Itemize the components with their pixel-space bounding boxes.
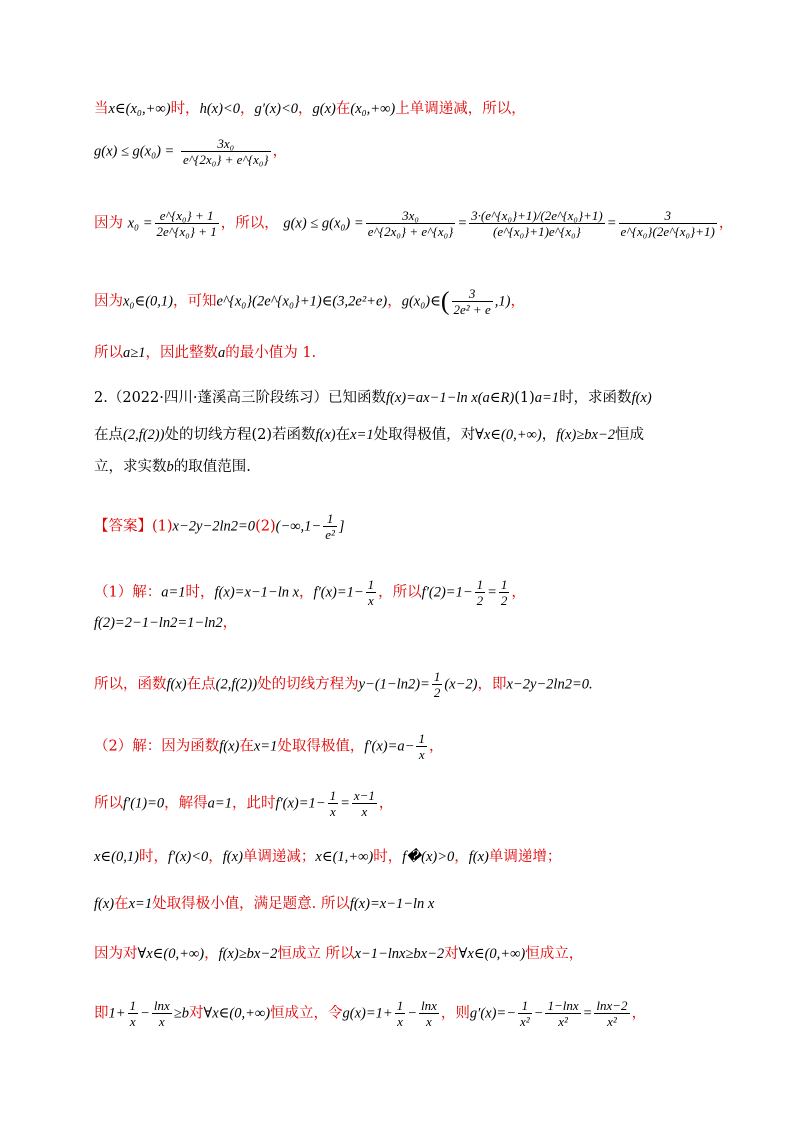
text: . [588,676,593,693]
text: ， [222,615,238,631]
fraction: $\frac{3}{\text{e\textasciicircum{}\{x₀\}(2e\textasciicircum{}\{x₀\}+1)}}$ [620,208,715,239]
math: x−2y−2ln2=0 [506,676,589,693]
math: x∈(1,+∞) [315,849,374,865]
text: 处的切线方程(2)若函数 [164,427,316,443]
math: − [140,1005,150,1022]
text: ， [510,293,525,310]
answer-line [94,511,740,542]
text: ， [204,946,219,962]
solution-line-3 [94,208,740,239]
solution-1-line-2 [94,612,740,634]
solution-2-line-2 [94,788,740,819]
math: f′(2)=1− [421,584,473,601]
text: 即 [94,1005,109,1022]
math: g(x₀)∈ [401,293,441,310]
fraction: $\frac{1}{x}$ [129,998,137,1029]
text: 恒成 [615,427,645,443]
fraction: $\frac{1}{x}$ [329,788,337,819]
text: 所以 [94,345,123,361]
fraction: $\frac{\text{3x₀}}{\text{e\textasciicircum{}\{2x₀\} + e\textasciicircum{}\{x₀\}}}$ [367,208,454,239]
math: e^{x₀}(2e^{x₀}+1)∈(3,2e²+e) [216,293,388,310]
solution-line-1 [94,98,740,120]
math: ∀x∈(0,+∞) [203,1005,271,1022]
answer-index: (2) [255,518,276,535]
equals: = [606,215,617,232]
math: x=1 [128,896,153,912]
math: a=1 [207,795,232,812]
text: ， [718,215,734,232]
text: ，解得 [164,795,208,812]
fraction: $\frac{1-\ln x}{\text{x²}}$ [547,998,579,1029]
text: 时， [138,849,168,865]
text: 对 [188,1005,204,1022]
math: f(x) [468,849,489,865]
text: ， [454,849,469,865]
text: 时，求函数 [559,390,632,406]
text: 在点 [186,676,216,693]
equals: = [457,215,468,232]
math: g(x) ≤ g(x₀) = [94,143,175,160]
text: ， [208,849,223,865]
text: 所以，函数 [94,676,167,693]
solution-2-line-1 [94,731,740,762]
text: 时， [185,584,215,601]
solution-line-2 [94,136,740,167]
math: f′(1)=0 [123,795,165,812]
text: ， [631,1005,647,1022]
text: 当 [94,101,109,117]
math: g(x) [312,101,336,117]
text: （1）解： [94,584,162,601]
question-index: (1) [514,390,535,406]
text: ， [299,584,314,601]
math: f(x) [94,896,115,912]
text: ， [272,143,288,160]
math: f(x) [631,390,652,406]
math: x−1−lnx≥bx−2 [354,946,445,962]
text: 的最小值为 1. [225,345,317,361]
math: f(x)≥bx−2 [556,427,616,443]
math: x∈(0,1) [94,849,139,865]
problem-2-line-3 [94,456,740,478]
math: f(x) [222,849,243,865]
math: (2,f(2)) [215,676,258,693]
math: f(x)=x−1−ln x [349,896,435,912]
fraction: $\frac{1}{\text{e²}}$ [325,511,335,542]
text: 恒成立，令 [270,1005,343,1022]
text: ，此时 [231,795,276,812]
answer-tag: 【答案】 [94,518,152,535]
math: a=1 [161,584,186,601]
text: 上单调递减，所以， [395,101,526,117]
fraction: $\frac{\text{e\textasciicircum{}\{x₀\} + 1}}{\text{2e\textasciicircum{}\{x₀\} + 1}}$ [156,208,217,239]
math: f(x) [315,427,336,443]
math: − [407,1005,417,1022]
equals: = [487,584,497,601]
math: f(2)=2−1−ln2=1−ln2 [94,615,223,631]
text: 恒成立 所以 [277,946,355,962]
text: 时， [373,849,403,865]
math: ∀x∈(0,+∞) [458,946,526,962]
math: ≥b [173,1005,189,1022]
math: f′(x)<0 [167,849,209,865]
math: f�(x)>0 [402,849,455,865]
fraction: $\frac{\ln x-2}{\text{x²}}$ [596,998,628,1029]
text: 因为对 [94,946,138,962]
equals: = [340,795,350,812]
math: x₀∈(0,1) [123,293,173,310]
text: 在 [114,896,129,912]
math: ∀x∈(0,+∞) [475,427,542,443]
math: f(x) [219,738,240,755]
fraction: $\frac{1}{\text{x²}}$ [519,998,530,1029]
text: ， [387,293,402,310]
text: ，所以， [220,215,279,232]
text: ， [378,795,394,812]
math: ] [338,518,345,535]
math: f(x)=ax−1−ln x(a∈R) [385,390,515,406]
text: 单调递增； [488,849,562,865]
math: f′(x)=a− [364,738,415,755]
answer-index: (1) [152,518,173,535]
math: a≥1 [123,345,146,361]
text: 在点 [94,427,123,443]
bracket: ( [440,286,450,316]
text: 恒成立， [525,946,584,962]
fraction: $\frac{3}{\text{2e² + e}}$ [453,286,491,317]
math: ,1) [494,293,511,310]
problem-number: 2. [94,390,108,406]
math: f′(x)=1− [275,795,326,812]
text: 处取得极小值，满足题意. 所以 [152,896,350,912]
text: ， [511,584,526,601]
text: 处取得极值，对 [373,427,476,443]
math: x₀ = [127,215,153,232]
problem-2-line-1 [94,387,740,409]
math: y−(1−ln2)= [358,676,430,693]
fraction: $\frac{x-1}{x}$ [353,788,375,819]
text: ， [428,738,444,755]
text: ，所以 [378,584,422,601]
math: = [582,1005,593,1022]
text: ，因此整数 [145,345,218,361]
fraction: $\frac{1}{2}$ [433,669,441,700]
solution-line-5 [94,342,740,364]
text: 时， [170,101,200,117]
text: 立，求实数 [94,459,167,475]
problem-2-line-2 [94,424,740,446]
math: g′(x)<0 [254,101,299,117]
fraction: $\frac{\ln x}{x}$ [153,998,170,1029]
problem-source: （2022·四川·蓬溪高三阶段练习）已知函数 [107,390,386,406]
text: 对 [444,946,459,962]
math: f(x) [166,676,187,693]
solution-1-line-1 [94,577,740,608]
fraction: $\frac{\text{3x₀}}{\text{e\textasciicircum{}\{2x₀\} + e\textasciicircum{}\{x₀\}}}$ [182,136,269,167]
text: 在 [335,101,351,117]
text: ，可知 [173,293,217,310]
math: ∀x∈(0,+∞) [137,946,205,962]
text: 在 [335,427,351,443]
math: f(x)=x−1−ln x [214,584,300,601]
solution-1-line-3 [94,669,740,700]
math: x=1 [253,738,278,755]
text: 的取值范围. [173,459,251,475]
math: x∈(x₀,+∞) [108,101,171,117]
fraction: $\frac{1}{x}$ [418,731,425,762]
math: a [217,345,226,361]
text: ，则 [440,1005,470,1022]
text: 单调递减； [242,849,316,865]
math: a=1 [534,390,560,406]
math: h(x)<0 [199,101,240,117]
math: (x−2) [444,676,478,693]
solution-2-line-5 [94,943,740,965]
fraction: $\frac{\ln x}{x}$ [421,998,437,1029]
solution-line-4 [94,286,740,317]
fraction: $\frac{1}{2}$ [476,577,484,608]
solution-2-line-4 [94,893,740,915]
math: (x₀,+∞) [350,101,396,117]
math: g(x) ≤ g(x₀) = [283,215,364,232]
fraction: $\frac{1}{x}$ [396,998,404,1029]
text: 因为 [94,215,123,232]
math: g′(x)=− [469,1005,516,1022]
math: b [166,459,174,475]
text: 所以 [94,795,123,812]
text: 处的切线方程为 [257,676,359,693]
text: ， [239,101,255,117]
solution-2-line-6 [94,998,740,1029]
text: 处取得极值， [277,738,365,755]
fraction: $\frac{1}{x}$ [367,577,375,608]
solution-2-line-3 [94,846,740,868]
text: ，即 [477,676,507,693]
math: f(x)≥bx−2 [218,946,278,962]
math: (2,f(2)) [123,427,165,443]
math: x−2y−2ln2=0 [172,518,256,535]
math: (−∞,1− [275,518,322,535]
math: 1+ [108,1005,126,1022]
text: ， [541,427,557,443]
fraction: $\frac{1}{2}$ [500,577,508,608]
text: （2）解：因为函数 [94,738,220,755]
math: g(x)=1+ [342,1005,393,1022]
math: f′(x)=1− [313,584,364,601]
text: ， [298,101,313,117]
fraction: $\frac{\text{3·(e\textasciicircum{}\{x₀\}+1)/(2e\textasciicircum{}\{x₀\}+1)}}{\text{(e\textasciicircum{}\{x₀\}+1)e\textasciicircum{}\{x₀\}}}$ [471,208,603,239]
math: − [533,1005,544,1022]
math: x=1 [350,427,374,443]
text: 在 [239,738,254,755]
text: 因为 [94,293,123,310]
